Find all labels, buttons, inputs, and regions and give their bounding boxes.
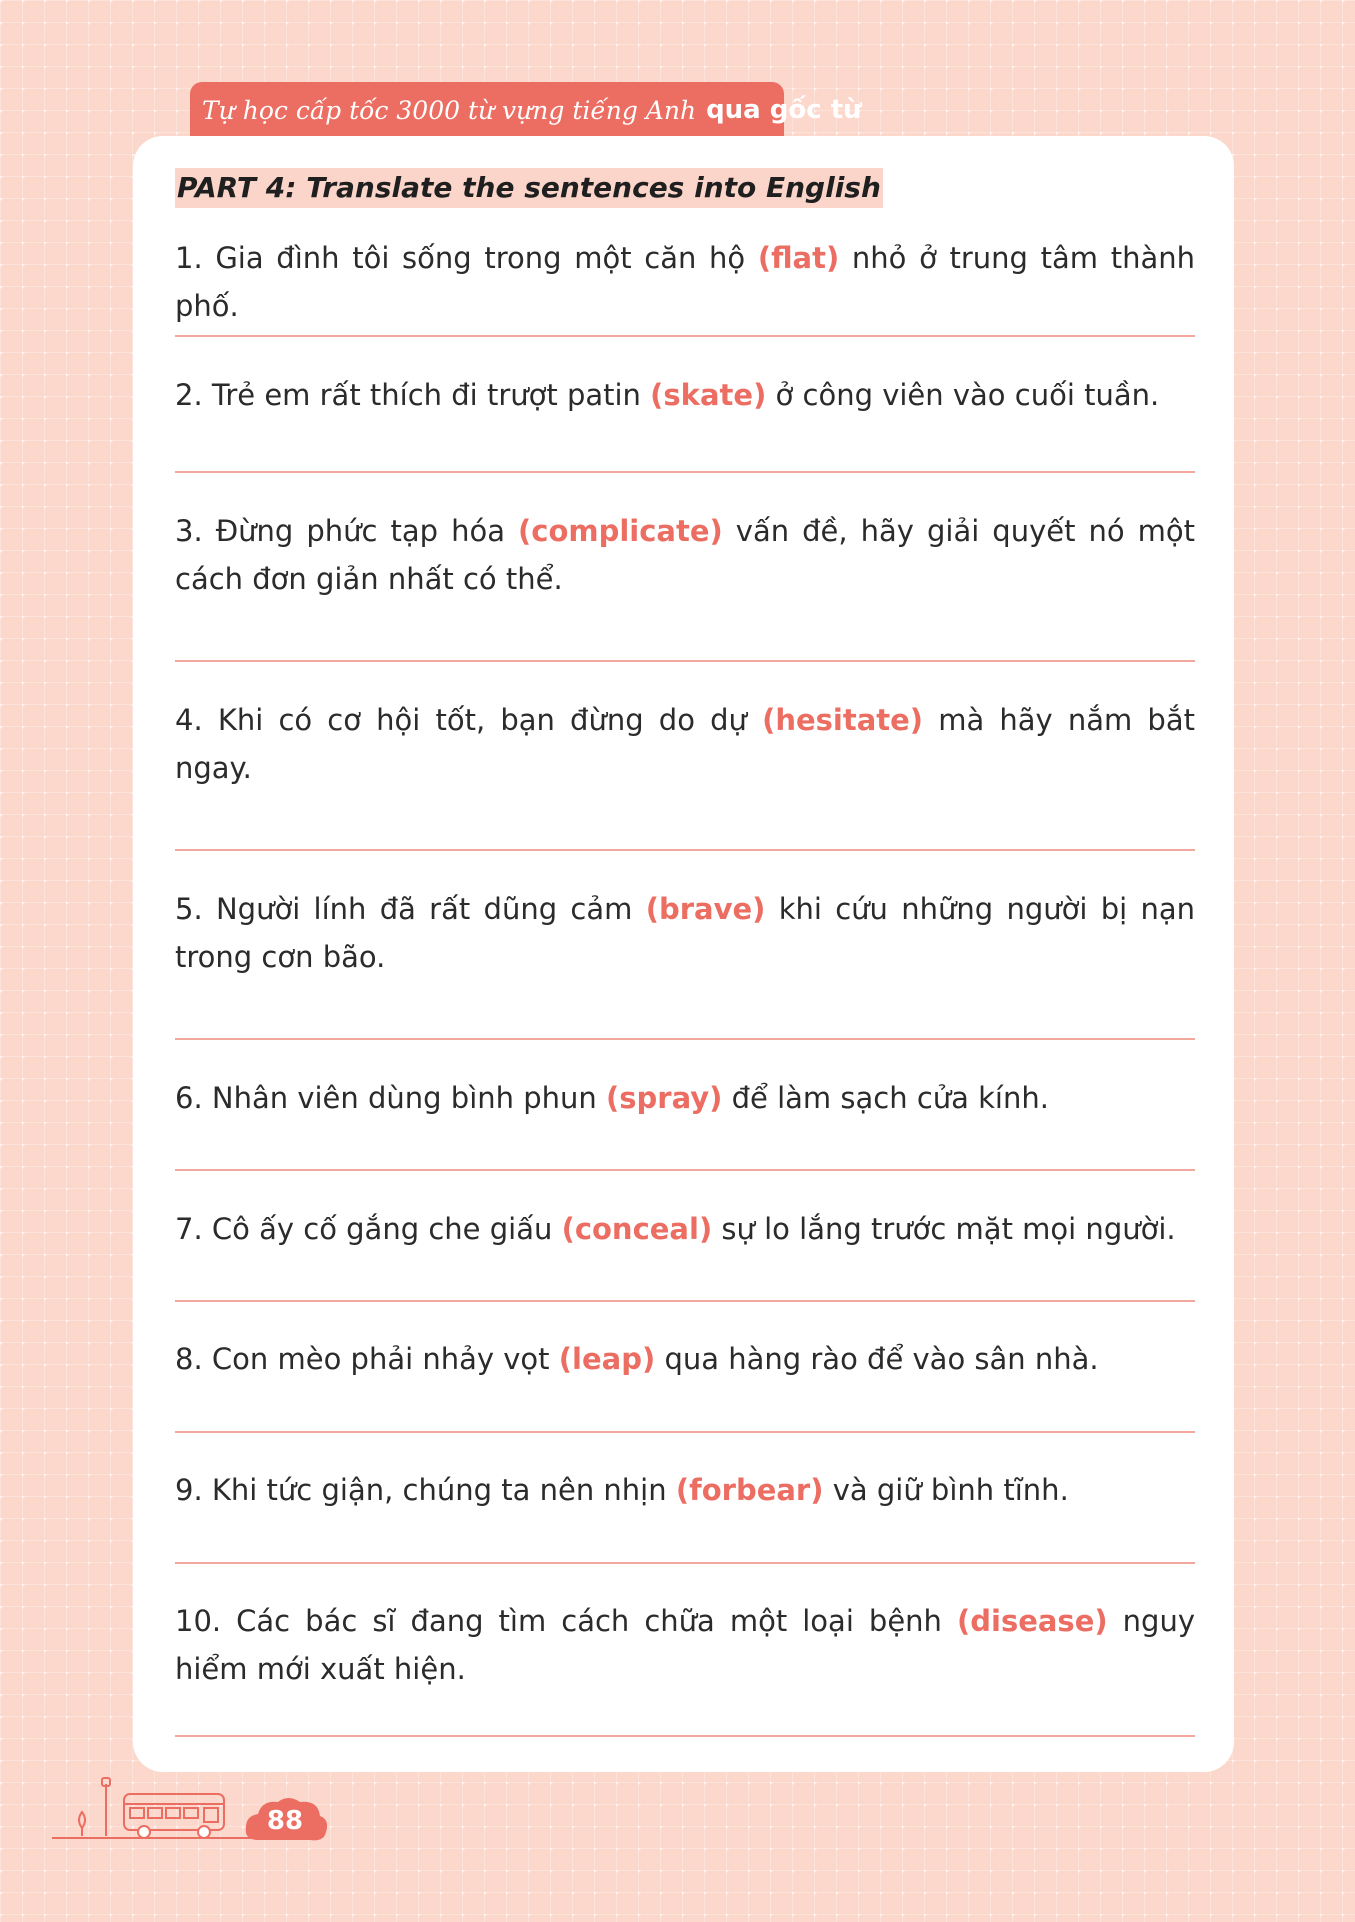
exercise-item-1 (175, 234, 1195, 330)
header-bold-title: qua gốc từ (706, 95, 862, 125)
exercise-item-10 (175, 1597, 1195, 1693)
sentence-text: 7. Cô ấy cố gắng che giấu (175, 1212, 562, 1246)
exercise-item-9 (175, 1466, 1195, 1514)
sentence-text: 9. Khi tức giận, chúng ta nên nhịn (175, 1473, 676, 1507)
exercise-item-5 (175, 885, 1195, 981)
answer-line-5[interactable] (175, 1038, 1195, 1040)
answer-line-6[interactable] (175, 1169, 1195, 1171)
sentence-text: 8. Con mèo phải nhảy vọt (175, 1342, 559, 1376)
sentence-text: để làm sạch cửa kính. (722, 1081, 1049, 1115)
vocab-word: (skate) (650, 378, 767, 412)
exercise-item-3 (175, 507, 1195, 603)
vocab-word: (forbear) (675, 1473, 824, 1507)
vocab-word: (flat) (757, 241, 840, 275)
sentence-text: nguy hiểm mới xuất hiện. (175, 1604, 1195, 1686)
sentence-text: 2. Trẻ em rất thích đi trượt patin (175, 378, 651, 412)
footer-decoration (52, 1772, 252, 1842)
vocab-word: (brave) (645, 892, 766, 926)
sentence-text: qua hàng rào để vào sân nhà. (655, 1342, 1099, 1376)
sentence-text: khi cứu những người bị nạn trong cơn bão. (175, 892, 1196, 974)
sentence-text: 6. Nhân viên dùng bình phun (175, 1081, 606, 1115)
vocab-word: (conceal) (561, 1212, 713, 1246)
vocab-word: (leap) (558, 1342, 656, 1376)
sentence-text: 4. Khi có cơ hội tốt, bạn đừng do dự (175, 703, 763, 737)
sentence-text: 10. Các bác sĩ đang tìm cách chữa một loại bệnh (175, 1604, 957, 1638)
sentence-text: nhỏ ở trung tâm thành phố. (175, 241, 1195, 323)
page-number: 88 (266, 1806, 304, 1836)
vocab-word: (complicate) (518, 514, 723, 548)
answer-line-10[interactable] (175, 1735, 1195, 1737)
header-tab (190, 82, 862, 138)
header-script-title: Tự học cấp tốc 3000 từ vựng tiếng Anh (202, 95, 697, 125)
bus-icon (124, 1794, 224, 1838)
exercise-item-2 (175, 371, 1195, 419)
answer-line-7[interactable] (175, 1300, 1195, 1302)
answer-line-9[interactable] (175, 1562, 1195, 1564)
sentence-text: và giữ bình tĩnh. (823, 1473, 1069, 1507)
part-title: PART 4: Translate the sentences into English (175, 168, 883, 208)
answer-line-8[interactable] (175, 1431, 1195, 1433)
exercise-item-7 (175, 1205, 1195, 1253)
tree-icon (79, 1812, 85, 1836)
vocab-word: (disease) (956, 1604, 1108, 1638)
answer-line-3[interactable] (175, 660, 1195, 662)
answer-line-4[interactable] (175, 849, 1195, 851)
sentence-text: vấn đề, hãy giải quyết nó một cách đơn giản nhất có thể. (175, 514, 1195, 596)
sentence-text: ở công viên vào cuối tuần. (766, 378, 1160, 412)
vocab-word: (spray) (606, 1081, 723, 1115)
exercise-item-4 (175, 696, 1195, 792)
sentence-text: 3. Đừng phức tạp hóa (175, 514, 518, 548)
sentence-text: sự lo lắng trước mặt mọi người. (712, 1212, 1176, 1246)
vocab-word: (hesitate) (762, 703, 924, 737)
exercise-item-6 (175, 1074, 1195, 1122)
exercise-item-8 (175, 1335, 1195, 1383)
answer-line-1[interactable] (175, 335, 1195, 337)
sentence-text: 1. Gia đình tôi sống trong một căn hộ (175, 241, 758, 275)
sentence-text: 5. Người lính đã rất dũng cảm (175, 892, 646, 926)
sentence-text: mà hãy nắm bắt ngay. (175, 703, 1195, 785)
street-lamp-icon (102, 1778, 110, 1836)
answer-line-2[interactable] (175, 471, 1195, 473)
